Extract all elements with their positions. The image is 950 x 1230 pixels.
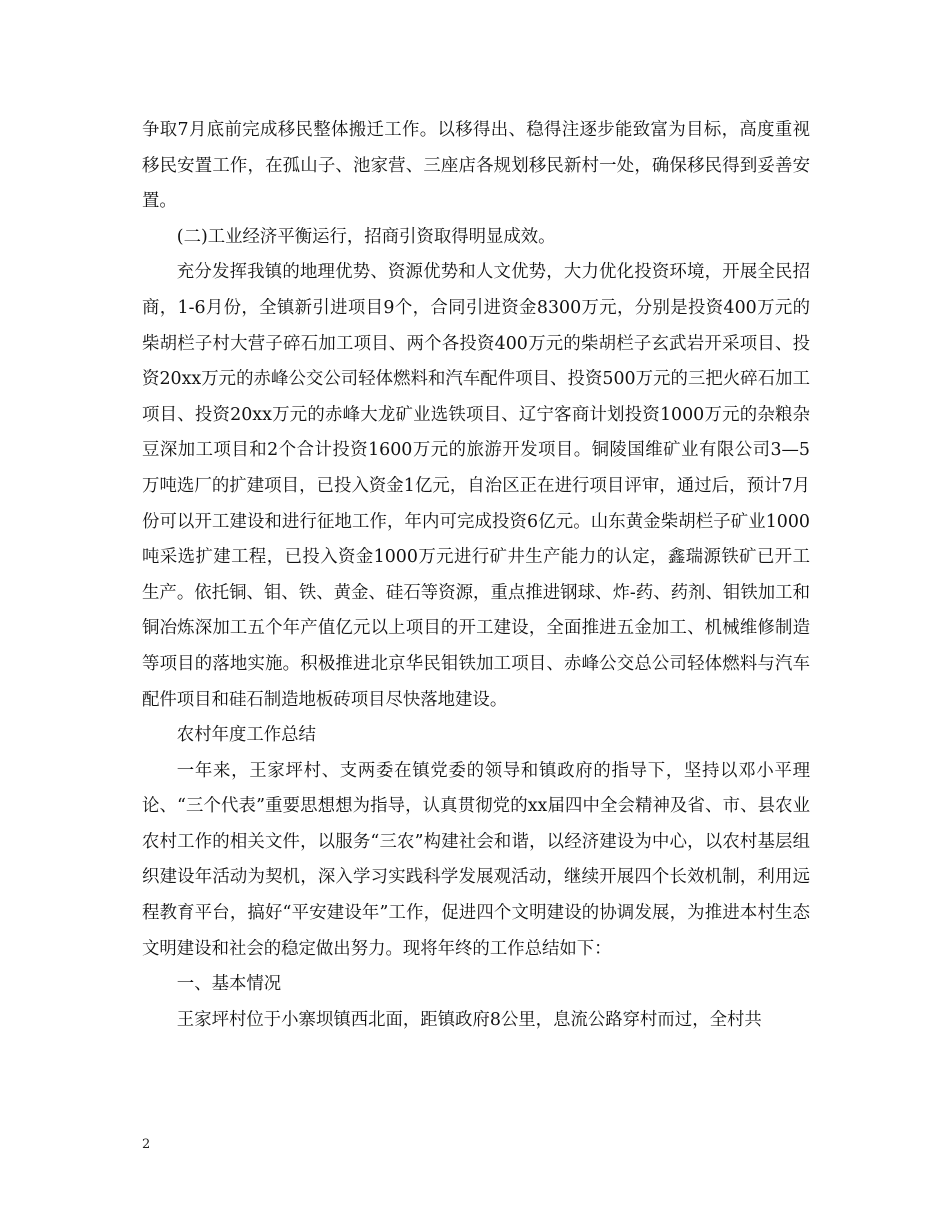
paragraph-7: 王家坪村位于小寨坝镇西北面，距镇政府8公里，息流公路穿村而过，全村共 xyxy=(176,1009,762,1030)
page-number: 2 xyxy=(142,1137,151,1152)
paragraph-6-heading: 一、基本情况 xyxy=(176,974,282,995)
paragraph-4-heading: 农村年度工作总结 xyxy=(176,725,316,746)
paragraph-5: 一年来，王家坪村、支两委在镇党委的领导和镇政府的指导下，坚持以邓小平理论、“三个代表”重要思想想为指导，认真贯彻党的xx届四中全会精神及省、市、县农业农村工作的相关文件，以服务“三农”构建社会和谐，以经济建设为中心，以农村基层组织建设年活动为契机，深入学习实践科学发展观活动，继续开展四个长效机制，利用远程教育平台，搞好“平安建设年”工作，促进四个文明建设的协调发展，为推进本村生态文明建设和社会的稳定做出努力。现将年终的工作总结如下： xyxy=(142,760,810,959)
paragraph-3: 充分发挥我镇的地理优势、资源优势和人文优势，大力优化投资环境，开展全民招商，1-6月份，全镇新引进项目9个，合同引进资金8300万元，分别是投资400万元的柴胡栏子村大营子碎石加工项目、两个各投资400万元的柴胡栏子玄武岩开采项目、投资20xx万元的赤峰公交公司轻体燃料和汽车配件项目、投资500万元的三把火碎石加工项目、投资20xx万元的赤峰大龙矿业选铁项目、辽宁客商计划投资1000万元的杂粮杂豆深加工项目和2个合计投资1600万元的旅游开发项目。铜陵国维矿业有限公司3—5万吨选厂的扩建项目，已投入资金1亿元，自治区正在进行项目评审，通过后，预计7月份可以开工建设和进行征地工作，年内可完成投资6亿元。山东黄金柴胡栏子矿业1000吨采选扩建工程，已投入资金1000万元进行矿井生产能力的认定，鑫瑞源铁矿已开工生产。依托铜、钼、铁、黄金、硅石等资源，重点推进钢球、炸-药、药剂、钼铁加工和铜冶炼深加工五个年产值亿元以上项目的开工建设，全面推进五金加工、机械维修制造等项目的落地实施。积极推进北京华民钼铁加工项目、赤峰公交总公司轻体燃料与汽车配件项目和硅石制造地板砖项目尽快落地建设。 xyxy=(142,262,810,710)
paragraph-2-heading: (二)工业经济平衡运行，招商引资取得明显成效。 xyxy=(176,226,556,247)
paragraph-1: 争取7月底前完成移民整体搬迁工作。以移得出、稳得注逐步能致富为目标，高度重视移民安置工作，在孤山子、池家营、三座店各规划移民新村一处，确保移民得到妥善安置。 xyxy=(142,120,810,212)
document-page xyxy=(142,113,810,1038)
